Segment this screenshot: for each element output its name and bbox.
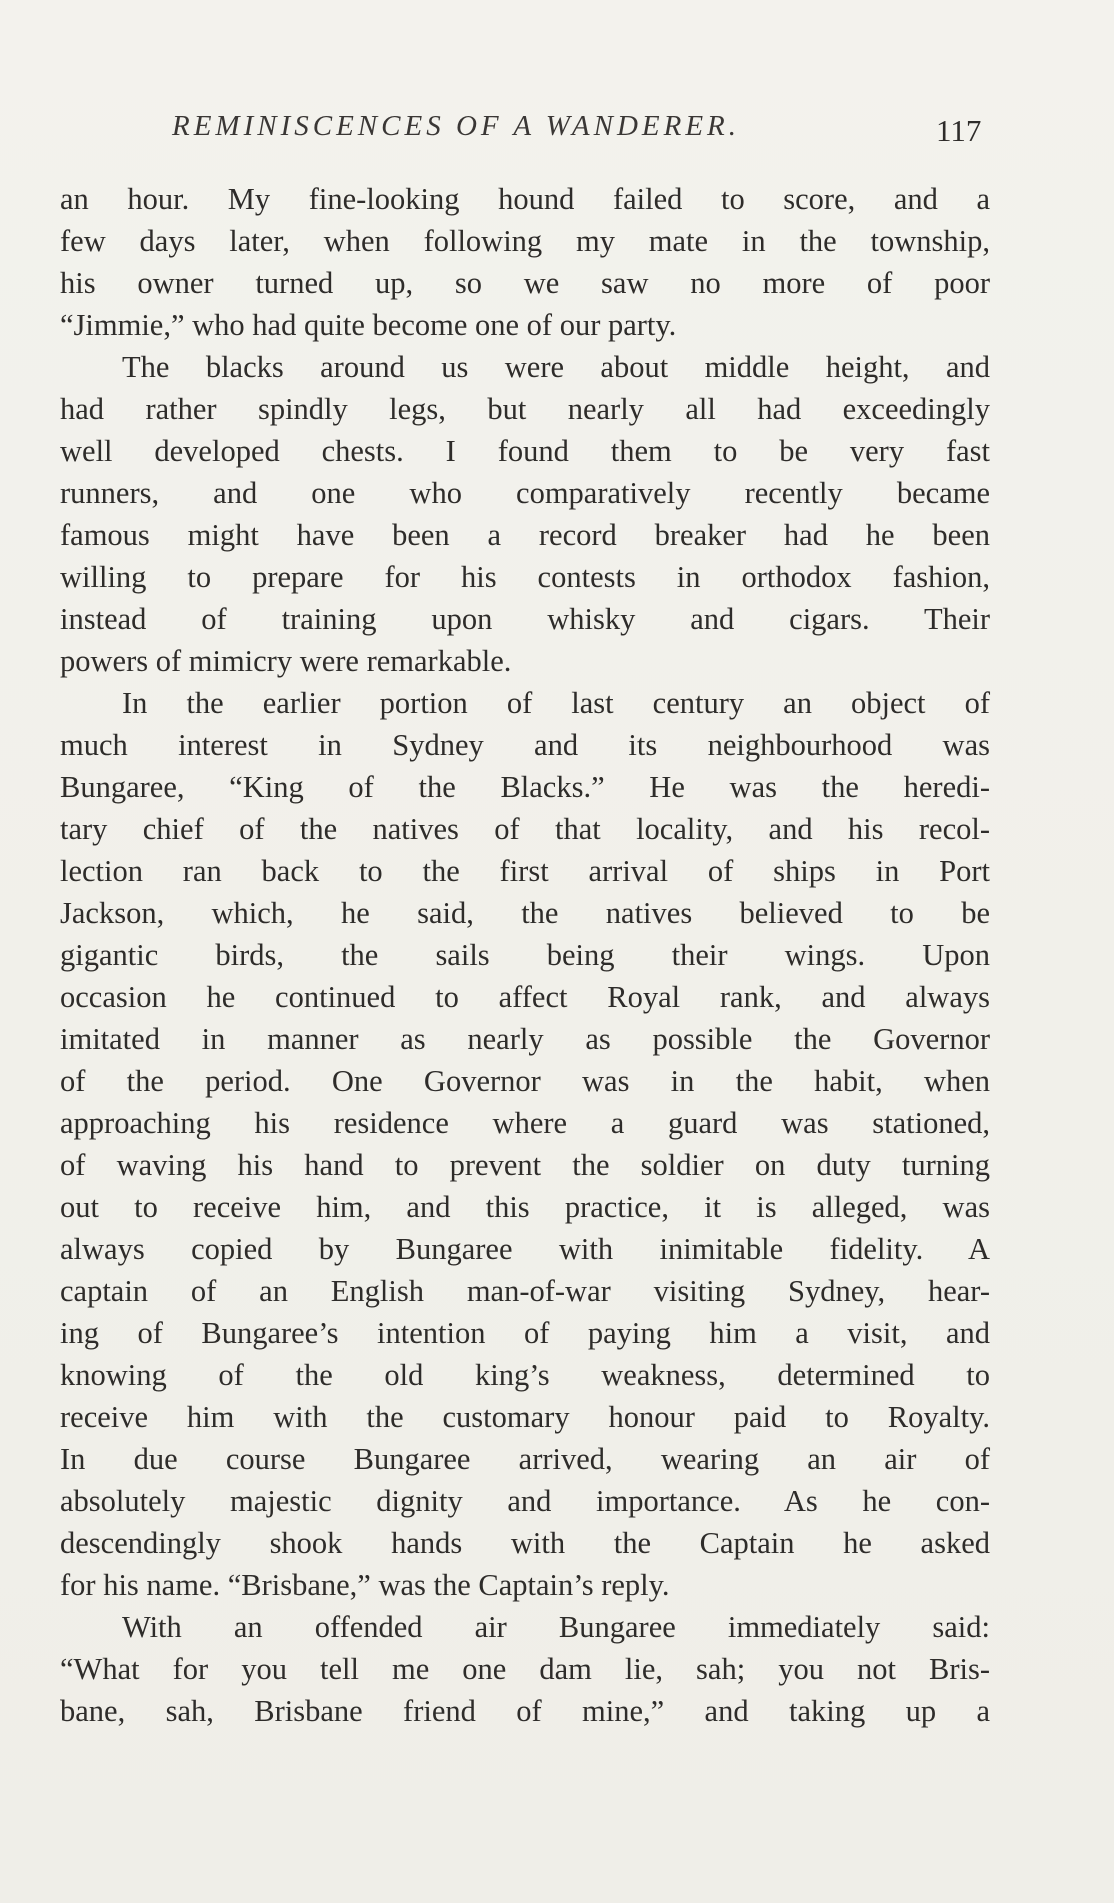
text-line: In due course Bungaree arrived, wearing an air of — [60, 1442, 990, 1476]
text-line: few days later, when following my mate in the township, — [60, 224, 990, 258]
text-line: his owner turned up, so we saw no more of poor — [60, 266, 990, 300]
body-text — [60, 178, 990, 1738]
text-line: approaching his residence where a guard was stationed, — [60, 1106, 990, 1140]
running-title: REMINISCENCES OF A WANDERER. — [172, 110, 741, 142]
page-number: 117 — [936, 113, 982, 148]
text-line: well developed chests. I found them to be very fast — [60, 434, 990, 468]
running-head — [60, 104, 1000, 164]
text-line: occasion he continued to affect Royal rank, and always — [60, 980, 990, 1014]
paragraph-first-line: In the earlier portion of last century an object of — [122, 686, 990, 720]
text-line: had rather spindly legs, but nearly all had exceedingly — [60, 392, 990, 426]
text-line: “Jimmie,” who had quite become one of our party. — [60, 308, 677, 342]
text-line: runners, and one who comparatively recently became — [60, 476, 990, 510]
text-line: Bungaree, “King of the Blacks.” He was the heredi- — [60, 770, 990, 804]
text-line: instead of training upon whisky and cigars. Their — [60, 602, 990, 636]
text-line: bane, sah, Brisbane friend of mine,” and taking up a — [60, 1694, 990, 1728]
text-line: an hour. My fine-looking hound failed to score, and a — [60, 182, 990, 216]
text-line: descendingly shook hands with the Captain he asked — [60, 1526, 990, 1560]
text-line: out to receive him, and this practice, it is alleged, was — [60, 1190, 990, 1224]
text-line: much interest in Sydney and its neighbourhood was — [60, 728, 990, 762]
text-line: for his name. “Brisbane,” was the Captain’s reply. — [60, 1568, 670, 1602]
text-line: absolutely majestic dignity and importance. As he con- — [60, 1484, 990, 1518]
text-line: lection ran back to the first arrival of ships in Port — [60, 854, 990, 888]
text-line: “What for you tell me one dam lie, sah; you not Bris- — [60, 1652, 990, 1686]
text-line: of waving his hand to prevent the soldier on duty turning — [60, 1148, 990, 1182]
text-line: ing of Bungaree’s intention of paying him a visit, and — [60, 1316, 990, 1350]
text-line: powers of mimicry were remarkable. — [60, 644, 512, 678]
text-line: famous might have been a record breaker had he been — [60, 518, 990, 552]
text-line: tary chief of the natives of that locality, and his recol- — [60, 812, 990, 846]
text-line: always copied by Bungaree with inimitable fidelity. A — [60, 1232, 990, 1266]
text-line: Jackson, which, he said, the natives believed to be — [60, 896, 990, 930]
text-line: gigantic birds, the sails being their wings. Upon — [60, 938, 990, 972]
text-line: receive him with the customary honour paid to Royalty. — [60, 1400, 990, 1434]
text-line: willing to prepare for his contests in orthodox fashion, — [60, 560, 990, 594]
text-line: of the period. One Governor was in the habit, when — [60, 1064, 990, 1098]
paragraph-first-line: The blacks around us were about middle height, and — [122, 350, 990, 384]
text-line: knowing of the old king’s weakness, determined to — [60, 1358, 990, 1392]
text-line: captain of an English man-of-war visiting Sydney, hear- — [60, 1274, 990, 1308]
text-line: imitated in manner as nearly as possible the Governor — [60, 1022, 990, 1056]
paragraph-first-line: With an offended air Bungaree immediately said: — [122, 1610, 990, 1644]
